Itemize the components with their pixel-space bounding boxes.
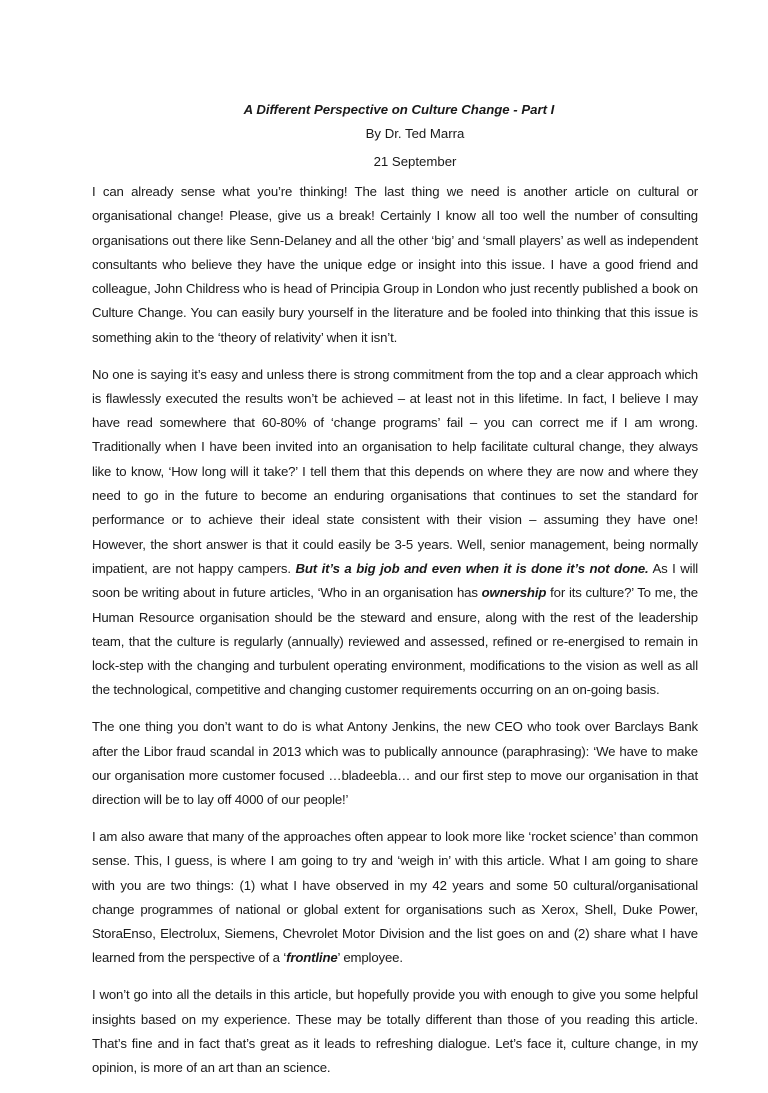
paragraph-text: for its culture?’ To me, the Human Resource organisation should be the steward and ensure, along with the rest of the leadership team, that the culture is regularly (annually) reviewed and assessed, refined or re-energised to remain in lock-step with the changing and turbulent operating environment, modifications to the vision as well as all the technological, competitive and changing customer requirements occurring on an on-going basis. bbox=[92, 585, 698, 698]
paragraph-text: I am also aware that many of the approaches often appear to look more like ‘rocket science’ than common sense. This, I guess, is where I am going to try and ‘weigh in’ with this article. What I am going to share with you are two things: (1) what I have observed in my 42 years and some 50 cultural/organisational change programmes of national or global extent for organisations such as Xerox, Shell, Duke Power, StoraEnso, Electrolux, Siemens, Chevrolet Motor Division and the list goes on and (2) share what I have learned from the perspective of a ‘ bbox=[92, 828, 698, 966]
paragraph-1 bbox=[92, 180, 698, 350]
date: 21 September bbox=[373, 154, 457, 169]
paragraph-text: I can already sense what you’re thinking! The last thing we need is another article on cultural or organisational change! Please, give us a break! Certainly I know all too well the number of consulting organisations out there like Senn-Delaney and all the other ‘big’ and ‘small players’ as well as independent consultants who believe they have the unique edge or insight into this issue. I have a good friend and colleague, John Childress who is head of Principia Group in London who just recently published a book on Culture Change. You can easily bury yourself in the literature and be fooled into thinking that this issue is something akin to the ‘theory of relativity’ when it isn’t. bbox=[92, 184, 698, 345]
emphasis-ownership: ownership bbox=[481, 585, 547, 601]
document-page bbox=[92, 98, 698, 1093]
paragraph-text: As I will soon be writing about in future articles, ‘Who in an organisation has bbox=[92, 560, 699, 601]
emphasis-text: But it’s a big job and even when it is done it’s not done. bbox=[295, 560, 649, 576]
paragraph-4 bbox=[92, 825, 698, 971]
paragraph-3 bbox=[92, 715, 698, 812]
document-title: A Different Perspective on Culture Change - Part I bbox=[243, 102, 555, 117]
paragraph-5 bbox=[92, 983, 698, 1080]
paragraph-text: No one is saying it’s easy and unless there is strong commitment from the top and a clear approach which is flawlessly executed the results won’t be achieved – at least not in this lifetime. In fact, I believe I may have read somewhere that 60-80% of ‘change programs’ fail – you can correct me if I am wrong. Traditionally when I have been invited into an organisation to help facilitate cultural change, they always like to know, ‘How long will it take?’ I tell them that this depends on where they are now and where they need to go in the future to become an enduring organisations that continues to set the standard for performance or to achieve their ideal state consistent with their vision – assuming they have one! However, the short answer is that it could easily be 3-5 years. Well, senior management, being normally impatient, are not happy campers. bbox=[92, 366, 698, 576]
emphasis-frontline: frontline bbox=[286, 950, 338, 966]
byline: By Dr. Ted Marra bbox=[365, 126, 465, 141]
paragraph-text: The one thing you don’t want to do is what Antony Jenkins, the new CEO who took over Barclays Bank after the Libor fraud scandal in 2013 which was to publically announce (paraphrasing): ‘We have to make our organisation more customer focused …bladeebla… and our first step to move our organisation in that direction will be to lay off 4000 of our people!’ bbox=[92, 719, 698, 808]
paragraph-text: I won’t go into all the details in this article, but hopefully provide you with enough to give you some helpful insights based on my experience. These may be totally different than those of you reading this article. That’s fine and in fact that’s great as it leads to refreshing dialogue. Let’s face it, culture change, in my opinion, is more of an art than an science. bbox=[92, 987, 698, 1076]
paragraph-text: ’ employee. bbox=[337, 950, 403, 966]
paragraph-2 bbox=[92, 363, 698, 703]
